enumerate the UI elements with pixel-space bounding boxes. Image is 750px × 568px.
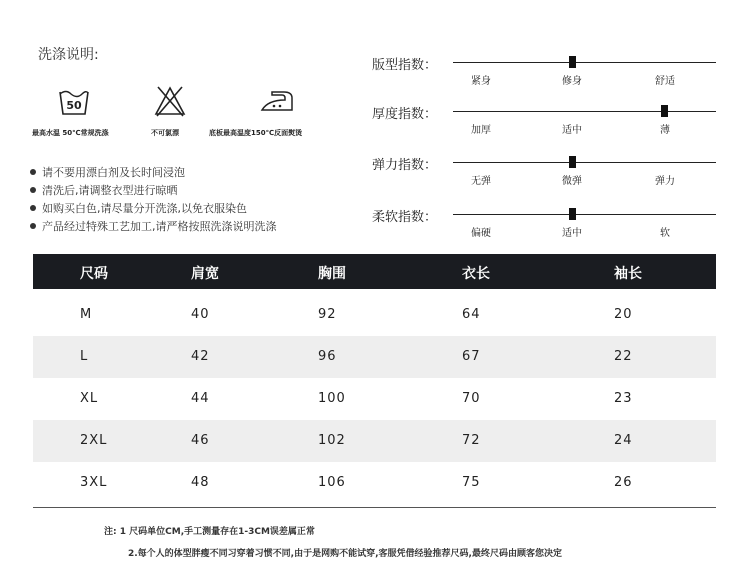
list-item: 产品经过特殊工艺加工,请严格按照洗涤说明洗涤 bbox=[30, 218, 277, 236]
index-label: 厚度指数： bbox=[372, 107, 438, 122]
index-label: 弹力指数： bbox=[372, 158, 438, 173]
index-option: 适中 bbox=[562, 228, 582, 239]
bullet-icon bbox=[30, 223, 36, 229]
no-bleach-label: 不可氯漂 bbox=[151, 129, 179, 137]
table-cell: XL bbox=[80, 391, 99, 406]
fit-index bbox=[372, 58, 718, 102]
list-item: 如购买白色,请尽量分开洗涤,以免衣服染色 bbox=[30, 200, 277, 218]
index-option: 紧身 bbox=[471, 76, 491, 87]
index-option: 加厚 bbox=[471, 125, 491, 136]
column-header-chest: 胸围 bbox=[318, 266, 346, 282]
list-item: 请不要用漂白剂及长时间浸泡 bbox=[30, 164, 277, 182]
index-option: 舒适 bbox=[655, 76, 675, 87]
table-cell: 102 bbox=[318, 433, 346, 448]
bullet-icon bbox=[30, 205, 36, 211]
list-item: 清洗后,请调整衣型进行晾晒 bbox=[30, 182, 277, 200]
thickness-index bbox=[372, 107, 718, 151]
index-option: 软 bbox=[660, 228, 670, 239]
index-marker bbox=[569, 56, 576, 68]
index-option: 偏硬 bbox=[471, 228, 491, 239]
no-bleach-icon bbox=[153, 84, 187, 118]
index-option: 修身 bbox=[562, 76, 582, 87]
index-label: 柔软指数： bbox=[372, 210, 438, 225]
table-cell: 100 bbox=[318, 391, 346, 406]
table-cell: 42 bbox=[191, 349, 210, 364]
table-cell: 92 bbox=[318, 307, 337, 322]
table-cell: M bbox=[80, 307, 93, 322]
wash-temp-label: 最高水温 50℃常规洗涤 bbox=[32, 129, 109, 137]
table-cell: 24 bbox=[614, 433, 633, 448]
table-cell: 75 bbox=[462, 475, 481, 490]
column-header-length: 衣长 bbox=[462, 266, 490, 282]
index-marker bbox=[569, 156, 576, 168]
table-cell: 46 bbox=[191, 433, 210, 448]
index-label: 版型指数： bbox=[372, 58, 438, 73]
table-cell: 106 bbox=[318, 475, 346, 490]
index-option: 弹力 bbox=[655, 176, 675, 187]
wash-temp: 50 bbox=[66, 99, 82, 112]
table-cell: 44 bbox=[191, 391, 210, 406]
table-cell: L bbox=[80, 349, 89, 364]
column-header-shoulder: 肩宽 bbox=[191, 266, 219, 282]
table-cell: 64 bbox=[462, 307, 481, 322]
wash-50-icon bbox=[57, 84, 91, 118]
table-divider bbox=[33, 507, 716, 508]
table-cell: 67 bbox=[462, 349, 481, 364]
index-marker bbox=[569, 208, 576, 220]
index-option: 适中 bbox=[562, 125, 582, 136]
note-2: 2.每个人的体型胖瘦不同习穿着习惯不同,由于是网购不能试穿,客服凭借经验推荐尺码,最终尺码由顾客您决定 bbox=[128, 549, 562, 559]
wash-bullets bbox=[30, 164, 277, 236]
bullet-icon bbox=[30, 169, 36, 175]
note-1: 注: 1 尺码单位CM,手工测量存在1-3CM误差属正常 bbox=[104, 527, 315, 537]
table-cell: 40 bbox=[191, 307, 210, 322]
table-cell: 2XL bbox=[80, 433, 108, 448]
iron-label: 底板最高温度150℃反面熨烫 bbox=[209, 129, 303, 137]
table-cell: 96 bbox=[318, 349, 337, 364]
table-cell: 3XL bbox=[80, 475, 108, 490]
column-header-size: 尺码 bbox=[80, 266, 108, 282]
index-scale bbox=[453, 162, 716, 163]
bullet-icon bbox=[30, 187, 36, 193]
wash-title: 洗涤说明: bbox=[38, 47, 99, 63]
iron-icon bbox=[258, 84, 296, 118]
table-cell: 22 bbox=[614, 349, 633, 364]
table-cell: 48 bbox=[191, 475, 210, 490]
index-option: 薄 bbox=[660, 125, 670, 136]
index-scale bbox=[453, 214, 716, 215]
index-scale bbox=[453, 62, 716, 63]
index-option: 无弹 bbox=[471, 176, 491, 187]
table-cell: 72 bbox=[462, 433, 481, 448]
index-scale bbox=[453, 111, 716, 112]
table-cell: 26 bbox=[614, 475, 633, 490]
elasticity-index bbox=[372, 158, 718, 202]
table-cell: 20 bbox=[614, 307, 633, 322]
index-option: 微弹 bbox=[562, 176, 582, 187]
index-marker bbox=[661, 105, 668, 117]
softness-index bbox=[372, 210, 718, 254]
table-cell: 70 bbox=[462, 391, 481, 406]
column-header-sleeve: 袖长 bbox=[614, 266, 642, 282]
table-cell: 23 bbox=[614, 391, 633, 406]
